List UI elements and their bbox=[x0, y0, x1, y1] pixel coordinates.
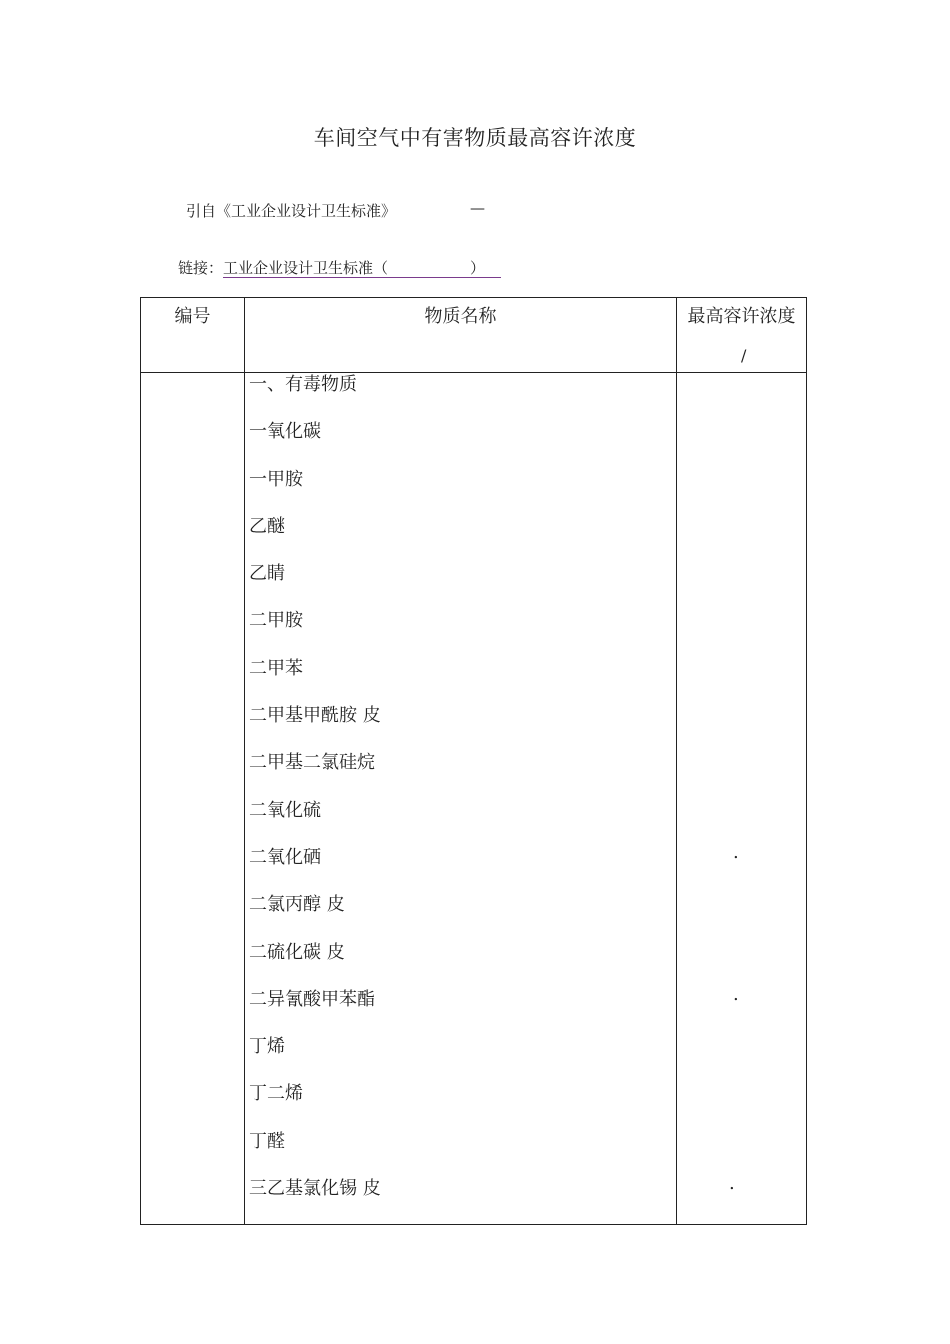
concentration-value: . bbox=[733, 842, 739, 863]
list-item: 一、有毒物质 bbox=[249, 374, 357, 395]
source-dash: — bbox=[470, 199, 485, 217]
list-item: 乙醚 bbox=[249, 515, 285, 537]
substance-table bbox=[140, 297, 807, 1225]
header-concentration-unit: / bbox=[741, 346, 747, 365]
list-item: 二氯丙醇 皮 bbox=[249, 894, 345, 916]
concentration-column bbox=[677, 373, 807, 1225]
list-item: 二硫化碳 皮 bbox=[249, 941, 345, 963]
substance-list bbox=[245, 373, 676, 1224]
header-number: 编号 bbox=[141, 298, 245, 373]
list-item: 三乙基氯化锡 皮 bbox=[249, 1178, 381, 1200]
link-prefix: 链接： bbox=[178, 259, 224, 277]
list-item: 一氧化碳 bbox=[249, 421, 321, 443]
table-body-row bbox=[141, 373, 807, 1225]
list-item: 丁醛 bbox=[249, 1130, 285, 1152]
concentration-value: . bbox=[729, 1173, 735, 1195]
document-title: 车间空气中有害物质最高容许浓度 bbox=[313, 126, 637, 150]
source-citation: 引自《工业企业设计卫生标准》 bbox=[186, 202, 397, 220]
list-item: 二甲胺 bbox=[249, 610, 303, 632]
standard-link-text: 工业企业设计卫生标准（ bbox=[223, 259, 389, 277]
list-item: 一甲胺 bbox=[249, 468, 303, 490]
list-item: 二甲基二氯硅烷 bbox=[249, 752, 375, 774]
list-item: 丁二烯 bbox=[249, 1083, 303, 1105]
number-column bbox=[141, 373, 245, 1225]
standard-link[interactable] bbox=[223, 259, 501, 278]
list-item: 丁烯 bbox=[249, 1036, 285, 1058]
table-header-row bbox=[141, 298, 807, 373]
list-item: 二氧化硒 bbox=[249, 846, 321, 868]
list-item: 二甲基甲酰胺 皮 bbox=[249, 705, 381, 727]
list-item: 二氧化硫 bbox=[249, 799, 321, 821]
name-column bbox=[245, 373, 677, 1225]
standard-link-close: ） bbox=[470, 259, 486, 277]
list-item: 乙睛 bbox=[249, 563, 285, 585]
link-line bbox=[178, 257, 501, 278]
list-item: 二甲苯 bbox=[249, 657, 303, 679]
list-item: 二异氰酸甲苯酯 bbox=[249, 988, 375, 1010]
header-name: 物质名称 bbox=[245, 298, 677, 373]
header-concentration: 最高容许浓度 / bbox=[677, 298, 807, 373]
concentration-value: . bbox=[733, 983, 739, 1005]
